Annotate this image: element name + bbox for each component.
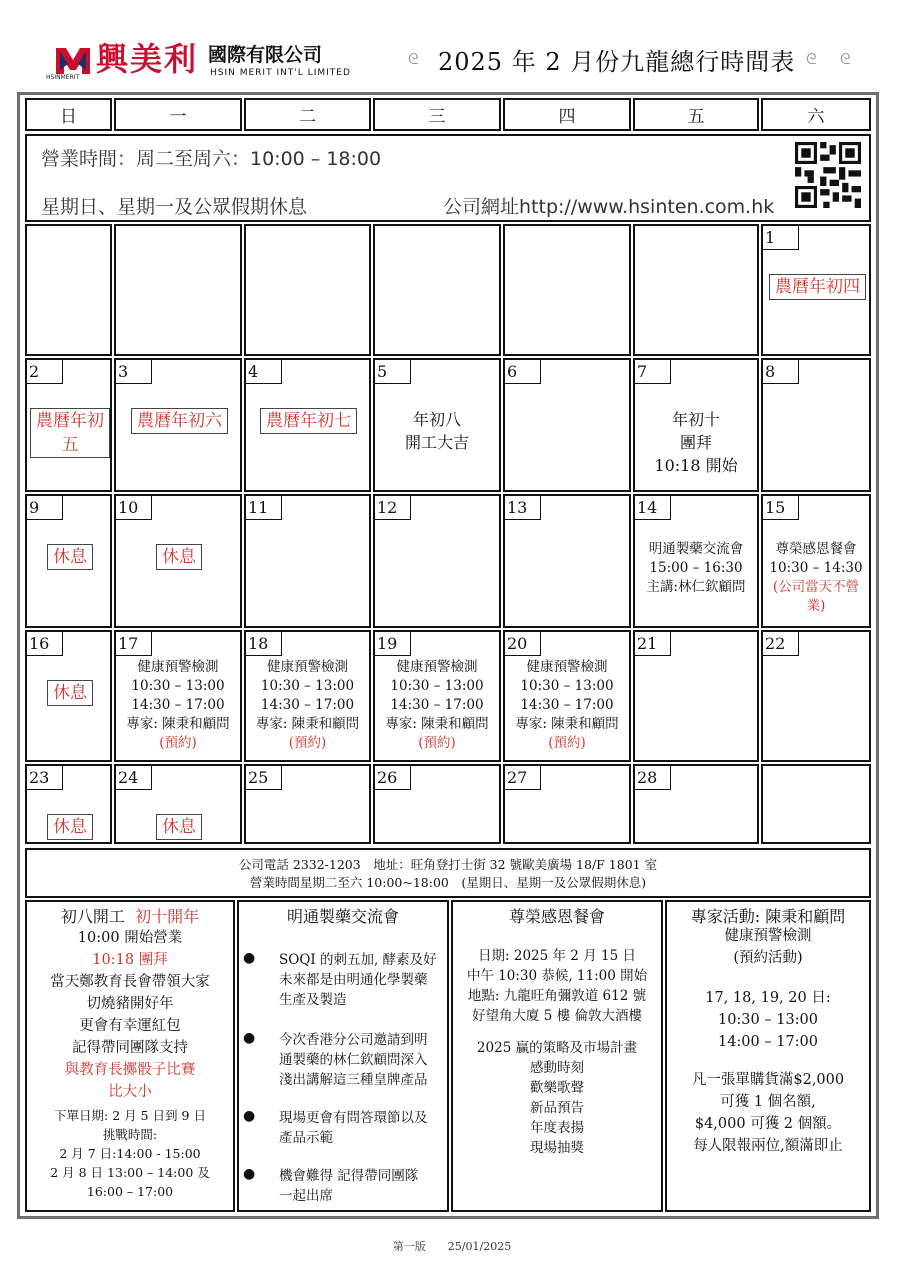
business-hours: 營業時間：周二至周六：10:00 – 18:00: [41, 148, 382, 170]
opening-detail: 2 月 8 日 13:00 – 14:00 及: [50, 1165, 210, 1180]
day-event: 健康預警檢測 10:30 – 13:00 14:30 – 17:00 專家: 陳秉和顧問 (預約): [255, 659, 360, 751]
expert-line: (預約活動): [733, 950, 803, 966]
day-number: 15: [763, 496, 799, 520]
day-number: 21: [635, 632, 671, 656]
weekday-header: 日: [25, 98, 112, 131]
opening-detail: 2 月 7 日:14:00 - 15:00: [59, 1146, 201, 1161]
bullet-icon: ●: [243, 1166, 256, 1182]
dinner-program-line: 新品預告: [530, 1100, 584, 1116]
event-note-red: (預約): [418, 735, 456, 751]
calendar-day-cell: [373, 630, 501, 762]
day-number: 12: [375, 496, 411, 520]
expert-quota-line: 可獲 1 個名額,: [720, 1094, 816, 1110]
day-number: 7: [635, 360, 671, 384]
website: 公司網址http://www.hsinten.com.hk: [443, 196, 775, 218]
dinner-program-line: 現場抽獎: [530, 1140, 584, 1156]
expert-line: 健康預警檢測: [724, 928, 812, 944]
calendar-day-cell: [633, 224, 759, 356]
dinner-program-line: 歡樂歌聲: [530, 1080, 584, 1096]
mingtong-event-box: [237, 900, 449, 1212]
day-number: 18: [246, 632, 282, 656]
calendar-day-cell: [25, 494, 112, 628]
calendar-day-cell: [373, 764, 501, 844]
calendar-day-cell: [633, 494, 759, 628]
calendar-day-cell: [761, 494, 871, 628]
decoration-icon: ᘓ: [840, 50, 851, 68]
day-number: 1: [763, 226, 799, 250]
day-event: 健康預警檢測 10:30 – 13:00 14:30 – 17:00 專家: 陳秉和顧問 (預約): [385, 659, 489, 751]
day-event: 明通製藥交流會 15:00 – 16:30 主講:林仁欽顧問: [646, 541, 746, 595]
dinner-program-line: 2025 贏的策略及市場計畫: [476, 1040, 638, 1056]
calendar-day-cell: [373, 494, 501, 628]
dinner-line: 中午 10:30 恭候, 11:00 開始: [466, 968, 648, 984]
day-number: 19: [375, 632, 411, 656]
opening-line: 更會有幸運紅包: [79, 1018, 181, 1034]
calendar-day-cell: [25, 224, 112, 356]
day-number: 10: [116, 496, 152, 520]
day-number: 11: [246, 496, 282, 520]
day-number: 22: [763, 632, 799, 656]
info-panel: [25, 134, 871, 222]
opening-line: 當天鄭教育長會帶領大家: [50, 974, 210, 990]
holiday-label: 休息: [156, 814, 202, 840]
day-number: 25: [246, 766, 282, 790]
calendar-day-cell: [25, 358, 112, 492]
calendar-day-cell: [503, 358, 631, 492]
qr-code-icon: [795, 142, 861, 208]
calendar-day-cell: [373, 224, 501, 356]
calendar-day-cell: [114, 494, 242, 628]
opening-title: 初八開工: [60, 907, 125, 926]
calendar-day-cell: [25, 630, 112, 762]
holiday-label: 休息: [47, 544, 93, 570]
calendar-day-cell: [244, 630, 371, 762]
day-number: 8: [763, 360, 799, 384]
dinner-title: 尊榮感恩餐會: [508, 907, 605, 926]
dinner-line: 日期: 2025 年 2 月 15 日: [478, 948, 636, 964]
opening-line: 10:00 開始營業: [77, 930, 183, 946]
expert-schedule-line: 10:30 – 13:00: [717, 1012, 819, 1028]
expert-quota-line: 凡一張單購貨滿$2,000: [691, 1072, 845, 1088]
opening-title-red: 初十開年: [135, 907, 200, 926]
brand-mark-text: HSINMERIT: [46, 74, 80, 81]
expert-schedule-line: 17, 18, 19, 20 日:: [705, 990, 831, 1006]
mingtong-item: SOQI 的刺五加, 酵素及好 未來都是由明通化學製藥 生產及製造: [279, 952, 437, 1008]
day-number: 23: [27, 766, 63, 790]
holiday-label: 農曆年初七: [260, 408, 357, 434]
day-number: 28: [635, 766, 671, 790]
day-number: 6: [505, 360, 541, 384]
calendar-day-cell: [114, 224, 242, 356]
calendar-day-cell: [244, 494, 371, 628]
weekday-header: 六: [761, 98, 871, 131]
brand-name-suffix: 國際有限公司: [208, 44, 323, 66]
calendar-day-cell: [503, 224, 631, 356]
dinner-line: 好望角大廈 5 樓 倫敦大酒樓: [472, 1008, 642, 1024]
mingtong-title: 明通製藥交流會: [286, 907, 399, 926]
opening-line: 記得帶同團隊支持: [72, 1040, 188, 1056]
calendar-day-cell: [503, 630, 631, 762]
calendar-day-cell: [503, 494, 631, 628]
calendar-day-cell: [633, 358, 759, 492]
contact-strip: [25, 848, 871, 898]
day-number: 20: [505, 632, 541, 656]
document-title: 2025 年 2 月份九龍總行時間表: [438, 48, 796, 76]
opening-line: 10:18 團拜: [92, 952, 168, 968]
event-note-red: (預約): [159, 735, 197, 751]
expert-schedule-line: 14:00 – 17:00: [717, 1034, 819, 1050]
weekday-header: 二: [244, 98, 371, 131]
day-event: 健康預警檢測 10:30 – 13:00 14:30 – 17:00 專家: 陳秉和顧問 (預約): [126, 659, 230, 751]
weekday-header: 四: [503, 98, 631, 131]
weekday-header: 一: [114, 98, 242, 131]
brand-name-en: HSIN MERIT INT'L LIMITED: [210, 68, 351, 78]
day-number: 27: [505, 766, 541, 790]
event-note-red: (公司當天不營: [772, 579, 860, 595]
expert-title: 專家活動: 陳秉和顧問: [690, 907, 846, 926]
weekday-header: 三: [373, 98, 501, 131]
calendar-day-cell: [503, 764, 631, 844]
calendar-day-cell: [244, 224, 371, 356]
dinner-program-line: 年度表揚: [530, 1120, 584, 1136]
footer-version: 第一版 25/01/2025: [392, 1240, 512, 1253]
day-number: 13: [505, 496, 541, 520]
day-number: 2: [27, 360, 63, 384]
day-number: 26: [375, 766, 411, 790]
holiday-label: 休息: [47, 680, 93, 706]
calendar-day-cell: [25, 764, 112, 844]
bullet-icon: ●: [243, 1108, 256, 1124]
day-number: 14: [635, 496, 671, 520]
expert-quota-line: $4,000 可獲 2 個額。: [694, 1116, 842, 1132]
event-note-red: (預約): [288, 735, 327, 751]
decoration-icon: ᘓ: [408, 50, 419, 68]
holiday-label: 農曆年初四: [769, 274, 866, 300]
opening-detail: 16:00 – 17:00: [86, 1184, 174, 1199]
opening-event-box: [25, 900, 235, 1212]
day-number: 24: [116, 766, 152, 790]
mingtong-item: 今次香港分公司邀請到明 通製藥的林仁欽顧問深入 淺出講解這三種皇牌產品: [279, 1032, 428, 1088]
calendar-day-cell: [114, 630, 242, 762]
holiday-label: 農曆年初六: [131, 408, 228, 434]
dinner-event-box: [451, 900, 663, 1212]
closed-days: 星期日、星期一及公眾假期休息: [41, 196, 308, 218]
day-number: 3: [116, 360, 152, 384]
decoration-icon: ᘓ: [806, 50, 817, 68]
contact-hours: 營業時間星期二至六 10:00~18:00 (星期日、星期一及公眾假期休息): [249, 875, 647, 890]
day-number: 4: [246, 360, 282, 384]
calendar-day-cell: [633, 630, 759, 762]
calendar-day-cell: [244, 358, 371, 492]
brand-name-cn: 興美利: [96, 40, 199, 78]
calendar-day-cell: [373, 358, 501, 492]
day-number: 9: [27, 496, 63, 520]
calendar-day-cell: [761, 764, 871, 844]
day-event: 尊榮感恩餐會 10:30 – 14:30 (公司當天不營 業): [769, 541, 863, 614]
opening-line: 與教育長擲骰子比賽: [64, 1062, 196, 1078]
calendar-day-cell: [114, 764, 242, 844]
mingtong-item: 機會難得 記得帶同團隊 一起出席: [279, 1168, 419, 1204]
bullet-icon: ●: [243, 950, 256, 966]
event-note-red: (預約): [548, 735, 586, 751]
weekday-header: 五: [633, 98, 759, 131]
bullet-icon: ●: [243, 1030, 256, 1046]
dinner-line: 地點: 九龍旺角彌敦道 612 號: [467, 988, 647, 1004]
calendar-day-cell: [761, 224, 871, 356]
event-note-red: 業): [806, 598, 826, 614]
calendar-day-cell: [761, 358, 871, 492]
holiday-label: 休息: [47, 814, 93, 840]
opening-detail: 挑戰時間:: [102, 1127, 158, 1142]
opening-line: 切燒豬開好年: [86, 996, 174, 1012]
calendar-day-cell: [244, 764, 371, 844]
contact-phone-address: 公司電話 2332-1203 地址：旺角登打士街 32 號歐美廣場 18/F 1801 室: [238, 857, 658, 872]
dinner-program-line: 感動時刻: [530, 1060, 584, 1076]
holiday-label: 休息: [156, 544, 202, 570]
day-number: 16: [27, 632, 63, 656]
day-number: 5: [375, 360, 411, 384]
opening-detail: 下單日期: 2 月 5 日到 9 日: [54, 1108, 206, 1123]
day-event: 健康預警檢測 10:30 – 13:00 14:30 – 17:00 專家: 陳秉和顧問 (預約): [515, 659, 619, 751]
expert-event-box: [665, 900, 871, 1212]
day-number: 17: [116, 632, 152, 656]
day-note: 年初八 開工大吉: [404, 410, 469, 452]
opening-line: 比大小: [108, 1084, 152, 1100]
calendar-day-cell: [761, 630, 871, 762]
holiday-label: 農曆年初 五: [30, 408, 110, 458]
day-note: 年初十 團拜 10:18 開始: [654, 410, 738, 475]
mingtong-item: 現場更會有問答環節以及 產品示範: [279, 1110, 428, 1146]
calendar-day-cell: [114, 358, 242, 492]
expert-quota-line: 每人限報兩位,額滿即止: [693, 1138, 843, 1154]
calendar-day-cell: [633, 764, 759, 844]
